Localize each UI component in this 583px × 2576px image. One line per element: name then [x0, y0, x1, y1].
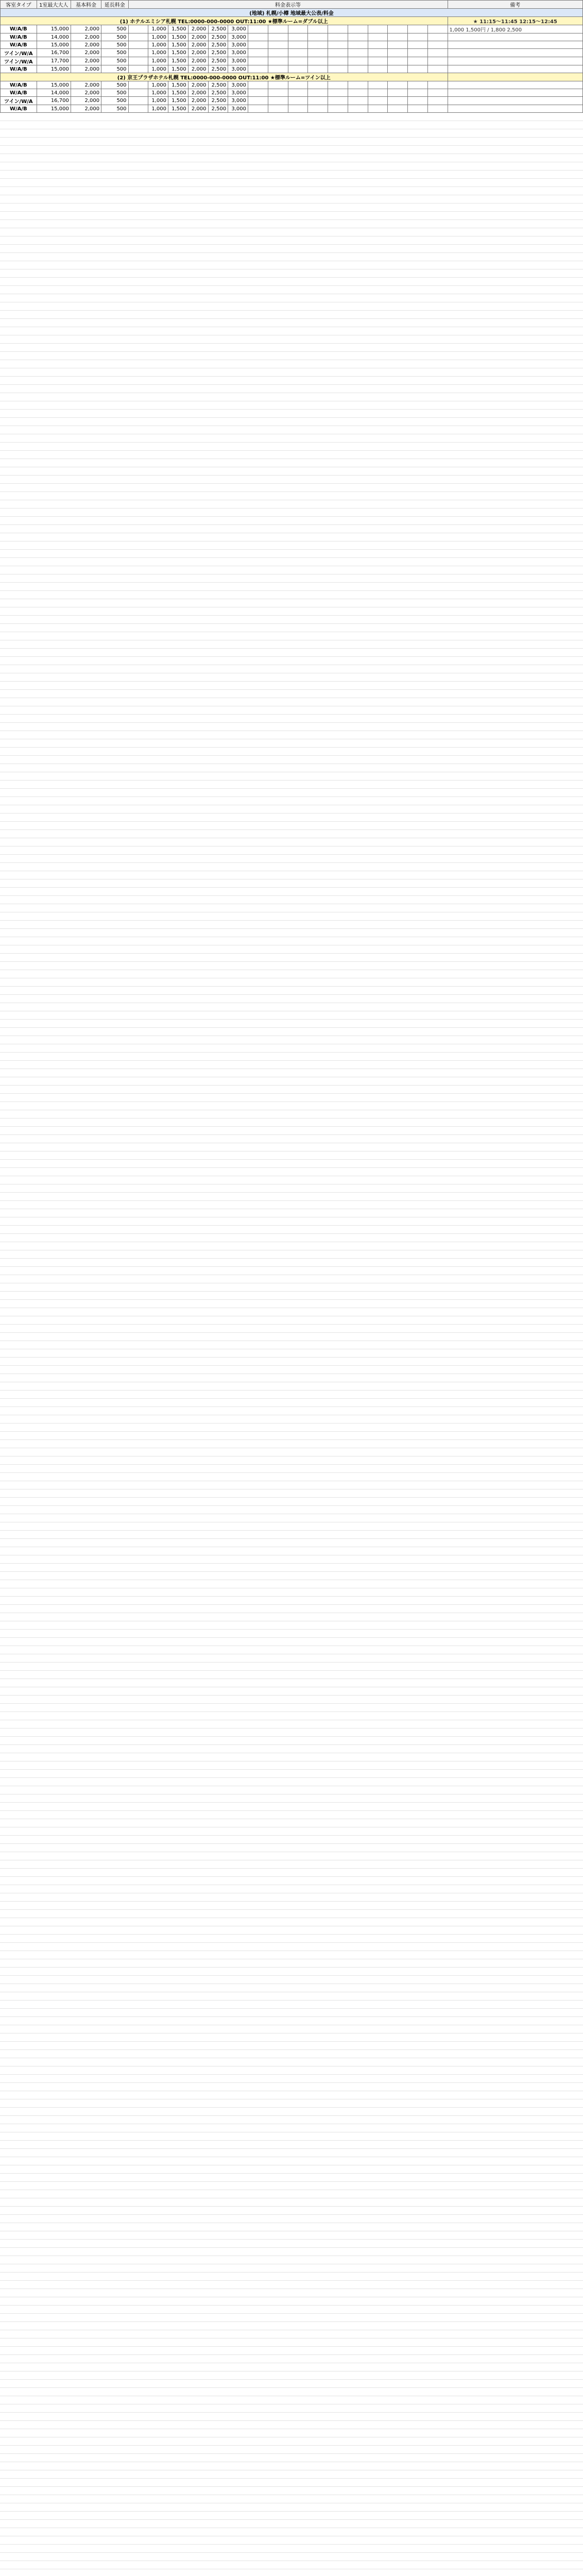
- extension-rate: 500: [101, 97, 128, 105]
- rate-cell: [128, 105, 148, 113]
- rate-cell: [308, 49, 328, 57]
- rate-cell: 1,500: [168, 81, 188, 89]
- rate-cell: 2,500: [208, 97, 228, 105]
- rate-cell: [128, 65, 148, 73]
- hotel-title-row: [1, 17, 583, 25]
- empty-cell: [368, 89, 388, 97]
- rate-cell: [268, 89, 288, 97]
- empty-cell: [388, 57, 408, 65]
- empty-cell: [368, 97, 388, 105]
- empty-cell: [408, 89, 428, 97]
- rate-cell: [128, 49, 148, 57]
- rate-cell: [128, 33, 148, 41]
- rate-cell: [308, 97, 328, 105]
- table-body: [1, 9, 583, 113]
- empty-cell: [408, 49, 428, 57]
- rate-cell: 1,000: [148, 57, 168, 65]
- hotel-title-row: [1, 73, 583, 81]
- rate-cell: [288, 97, 308, 105]
- rate-cell: 1,000: [148, 81, 168, 89]
- empty-cell: [427, 97, 448, 105]
- rate-cell: [308, 89, 328, 97]
- rate-cell: 2,500: [208, 65, 228, 73]
- rate-cell: 1,000: [148, 33, 168, 41]
- hotel-note: [448, 73, 582, 81]
- rate-cell: 3,000: [228, 81, 248, 89]
- empty-cell: [348, 25, 368, 33]
- rate-cell: 2,000: [188, 81, 208, 89]
- rate-cell: [248, 41, 268, 49]
- rate-cell: [288, 65, 308, 73]
- rate-cell: 2,500: [208, 41, 228, 49]
- empty-cell: [388, 33, 408, 41]
- rate-cell: [268, 81, 288, 89]
- rate-cell: [248, 97, 268, 105]
- room-type: W/A/B: [1, 25, 37, 33]
- rate-cell: 2,500: [208, 25, 228, 33]
- room-type: W/A/B: [1, 41, 37, 49]
- max-guests: 15,000: [37, 25, 71, 33]
- rate-cell: [128, 81, 148, 89]
- empty-cell: [427, 89, 448, 97]
- empty-cell: [408, 65, 428, 73]
- rate-cell: 2,000: [188, 97, 208, 105]
- empty-cell: [408, 33, 428, 41]
- empty-cell: [348, 41, 368, 49]
- remark: [448, 57, 582, 65]
- rate-cell: [248, 57, 268, 65]
- rate-cell: 2,000: [188, 25, 208, 33]
- remark: [448, 97, 582, 105]
- base-rate: 2,000: [71, 41, 101, 49]
- empty-cell: [348, 81, 368, 89]
- rate-cell: [288, 49, 308, 57]
- room-type: W/A/B: [1, 65, 37, 73]
- empty-cell: [408, 105, 428, 113]
- hotel-title: (2) 京王プラザホテル札幌 TEL:0000-000-0000 OUT:11:00 ★標準ルーム=ツイン以上: [1, 73, 448, 81]
- empty-cell: [328, 97, 348, 105]
- rate-cell: [288, 105, 308, 113]
- empty-cell: [368, 81, 388, 89]
- max-guests: 16,700: [37, 97, 71, 105]
- rate-cell: [268, 65, 288, 73]
- rate-row: [1, 49, 583, 57]
- rate-cell: [248, 81, 268, 89]
- col-header: 備考: [448, 1, 582, 9]
- extension-rate: 500: [101, 65, 128, 73]
- rate-cell: 2,500: [208, 105, 228, 113]
- rate-cell: 1,000: [148, 49, 168, 57]
- col-header: 1室最大大人: [37, 1, 71, 9]
- remark: 1,000 1,500円 / 1,800 2,500: [448, 25, 582, 33]
- rate-cell: 1,000: [148, 41, 168, 49]
- max-guests: 17,700: [37, 57, 71, 65]
- max-guests: 14,000: [37, 33, 71, 41]
- rate-cell: [308, 81, 328, 89]
- empty-cell: [328, 89, 348, 97]
- rate-cell: 1,500: [168, 33, 188, 41]
- empty-cell: [427, 81, 448, 89]
- rate-cell: [288, 25, 308, 33]
- rate-cell: 2,500: [208, 81, 228, 89]
- rate-cell: 1,000: [148, 65, 168, 73]
- empty-cell: [368, 25, 388, 33]
- rate-cell: [268, 25, 288, 33]
- area-band: (地域) 札幌/小樽 地域最大公表/料金: [1, 9, 583, 17]
- rate-cell: 1,500: [168, 25, 188, 33]
- rate-cell: 2,500: [208, 33, 228, 41]
- rate-cell: 2,000: [188, 33, 208, 41]
- room-type: ツイン/W/A: [1, 97, 37, 105]
- empty-cell: [348, 57, 368, 65]
- empty-cell: [427, 41, 448, 49]
- rate-row: [1, 41, 583, 49]
- col-header: 料金表示等: [128, 1, 448, 9]
- empty-cell: [328, 33, 348, 41]
- rate-cell: 1,000: [148, 25, 168, 33]
- rate-cell: 1,500: [168, 49, 188, 57]
- rate-cell: 3,000: [228, 25, 248, 33]
- rate-cell: [308, 105, 328, 113]
- rate-cell: [308, 57, 328, 65]
- rate-cell: [308, 25, 328, 33]
- base-rate: 2,000: [71, 81, 101, 89]
- max-guests: 14,000: [37, 89, 71, 97]
- rate-cell: [288, 89, 308, 97]
- rate-cell: [268, 33, 288, 41]
- room-type: ツイン/W/A: [1, 49, 37, 57]
- rate-cell: 1,500: [168, 41, 188, 49]
- empty-cell: [328, 81, 348, 89]
- rate-cell: [128, 41, 148, 49]
- rate-cell: [268, 41, 288, 49]
- rate-cell: [128, 89, 148, 97]
- max-guests: 16,700: [37, 49, 71, 57]
- rate-cell: 2,500: [208, 57, 228, 65]
- remark: [448, 65, 582, 73]
- rate-cell: [248, 105, 268, 113]
- rate-cell: [288, 33, 308, 41]
- rate-cell: 1,500: [168, 65, 188, 73]
- rate-cell: 2,000: [188, 41, 208, 49]
- rate-cell: 3,000: [228, 89, 248, 97]
- remark: [448, 41, 582, 49]
- rate-cell: 2,500: [208, 89, 228, 97]
- empty-cell: [328, 105, 348, 113]
- rate-row: [1, 97, 583, 105]
- empty-cell: [368, 49, 388, 57]
- rate-row: [1, 33, 583, 41]
- col-header: 基本料金: [71, 1, 101, 9]
- rate-cell: [268, 105, 288, 113]
- max-guests: 15,000: [37, 81, 71, 89]
- empty-cell: [368, 65, 388, 73]
- empty-cell: [408, 81, 428, 89]
- empty-cell: [388, 41, 408, 49]
- base-rate: 2,000: [71, 33, 101, 41]
- rate-row: [1, 89, 583, 97]
- extension-rate: 500: [101, 41, 128, 49]
- remark: [448, 81, 582, 89]
- base-rate: 2,000: [71, 89, 101, 97]
- rate-cell: 2,000: [188, 49, 208, 57]
- empty-cell: [388, 81, 408, 89]
- rate-row: [1, 25, 583, 33]
- rate-row: [1, 105, 583, 113]
- rate-cell: [248, 89, 268, 97]
- base-rate: 2,000: [71, 49, 101, 57]
- rate-cell: 1,500: [168, 57, 188, 65]
- empty-cell: [328, 49, 348, 57]
- rate-cell: [128, 57, 148, 65]
- rate-cell: 1,500: [168, 89, 188, 97]
- base-rate: 2,000: [71, 65, 101, 73]
- empty-cell: [348, 49, 368, 57]
- extension-rate: 500: [101, 89, 128, 97]
- empty-cell: [328, 65, 348, 73]
- rate-cell: [288, 57, 308, 65]
- rate-cell: [128, 97, 148, 105]
- extension-rate: 500: [101, 105, 128, 113]
- empty-cell: [388, 65, 408, 73]
- rate-cell: [308, 33, 328, 41]
- rate-cell: 3,000: [228, 33, 248, 41]
- empty-cell: [408, 57, 428, 65]
- base-rate: 2,000: [71, 25, 101, 33]
- empty-cell: [368, 41, 388, 49]
- base-rate: 2,000: [71, 105, 101, 113]
- room-type: W/A/B: [1, 89, 37, 97]
- rate-cell: [248, 49, 268, 57]
- rate-row: [1, 57, 583, 65]
- rate-cell: 3,000: [228, 41, 248, 49]
- extension-rate: 500: [101, 81, 128, 89]
- rate-cell: [288, 81, 308, 89]
- rate-cell: [268, 49, 288, 57]
- col-header: 延長料金: [101, 1, 128, 9]
- empty-cell: [388, 105, 408, 113]
- rate-cell: [128, 25, 148, 33]
- rate-cell: 3,000: [228, 105, 248, 113]
- rate-cell: [308, 41, 328, 49]
- rate-cell: 1,000: [148, 97, 168, 105]
- hotel-title: (1) ホテルエミシア札幌 TEL:0000-000-0000 OUT:11:00 ★標準ルーム=ダブル以上: [1, 17, 448, 25]
- empty-cell: [368, 57, 388, 65]
- empty-cell: [388, 89, 408, 97]
- empty-cell: [328, 25, 348, 33]
- empty-cell: [348, 105, 368, 113]
- rate-cell: 3,000: [228, 49, 248, 57]
- empty-cell: [388, 49, 408, 57]
- empty-cell: [348, 65, 368, 73]
- rate-cell: 3,000: [228, 97, 248, 105]
- empty-cell: [388, 97, 408, 105]
- rate-cell: [268, 97, 288, 105]
- empty-cell: [348, 33, 368, 41]
- room-type: W/A/B: [1, 33, 37, 41]
- extension-rate: 500: [101, 57, 128, 65]
- empty-cell: [427, 57, 448, 65]
- empty-cell: [408, 25, 428, 33]
- rate-cell: [288, 41, 308, 49]
- rate-cell: 3,000: [228, 57, 248, 65]
- rate-cell: 3,000: [228, 65, 248, 73]
- extension-rate: 500: [101, 33, 128, 41]
- rate-cell: [248, 65, 268, 73]
- rate-cell: 1,500: [168, 97, 188, 105]
- empty-cell: [427, 25, 448, 33]
- remark: [448, 89, 582, 97]
- rate-cell: 1,000: [148, 89, 168, 97]
- col-header: 客室タイプ: [1, 1, 37, 9]
- rate-cell: 1,500: [168, 105, 188, 113]
- rate-cell: [308, 65, 328, 73]
- hotel-note: ★ 11:15〜11:45 12:15〜12:45: [448, 17, 582, 25]
- rate-cell: [248, 25, 268, 33]
- remark: [448, 49, 582, 57]
- room-type: ツイン/W/A: [1, 57, 37, 65]
- remark: [448, 105, 582, 113]
- empty-cell: [368, 33, 388, 41]
- rate-cell: [248, 33, 268, 41]
- rate-cell: 2,000: [188, 105, 208, 113]
- rate-sheet: [0, 0, 583, 113]
- rate-cell: 2,000: [188, 65, 208, 73]
- remark: [448, 33, 582, 41]
- empty-cell: [427, 105, 448, 113]
- extension-rate: 500: [101, 49, 128, 57]
- empty-cell: [388, 25, 408, 33]
- rate-cell: 2,000: [188, 89, 208, 97]
- rate-cell: 2,500: [208, 49, 228, 57]
- rate-cell: 1,000: [148, 105, 168, 113]
- max-guests: 15,000: [37, 41, 71, 49]
- area-band-row: [1, 9, 583, 17]
- extension-rate: 500: [101, 25, 128, 33]
- empty-cell: [348, 97, 368, 105]
- base-rate: 2,000: [71, 57, 101, 65]
- max-guests: 15,000: [37, 105, 71, 113]
- rate-row: [1, 81, 583, 89]
- room-type: W/A/B: [1, 81, 37, 89]
- empty-cell: [427, 33, 448, 41]
- empty-cell: [328, 57, 348, 65]
- remaining-rows-area: [0, 113, 583, 2576]
- base-rate: 2,000: [71, 97, 101, 105]
- max-guests: 15,000: [37, 65, 71, 73]
- table-header: [1, 1, 583, 9]
- empty-cell: [328, 41, 348, 49]
- empty-cell: [408, 97, 428, 105]
- rate-row: [1, 65, 583, 73]
- empty-cell: [427, 65, 448, 73]
- empty-cell: [408, 41, 428, 49]
- room-type: W/A/B: [1, 105, 37, 113]
- empty-cell: [368, 105, 388, 113]
- rate-cell: 2,000: [188, 57, 208, 65]
- empty-cell: [427, 49, 448, 57]
- empty-cell: [348, 89, 368, 97]
- rate-cell: [268, 57, 288, 65]
